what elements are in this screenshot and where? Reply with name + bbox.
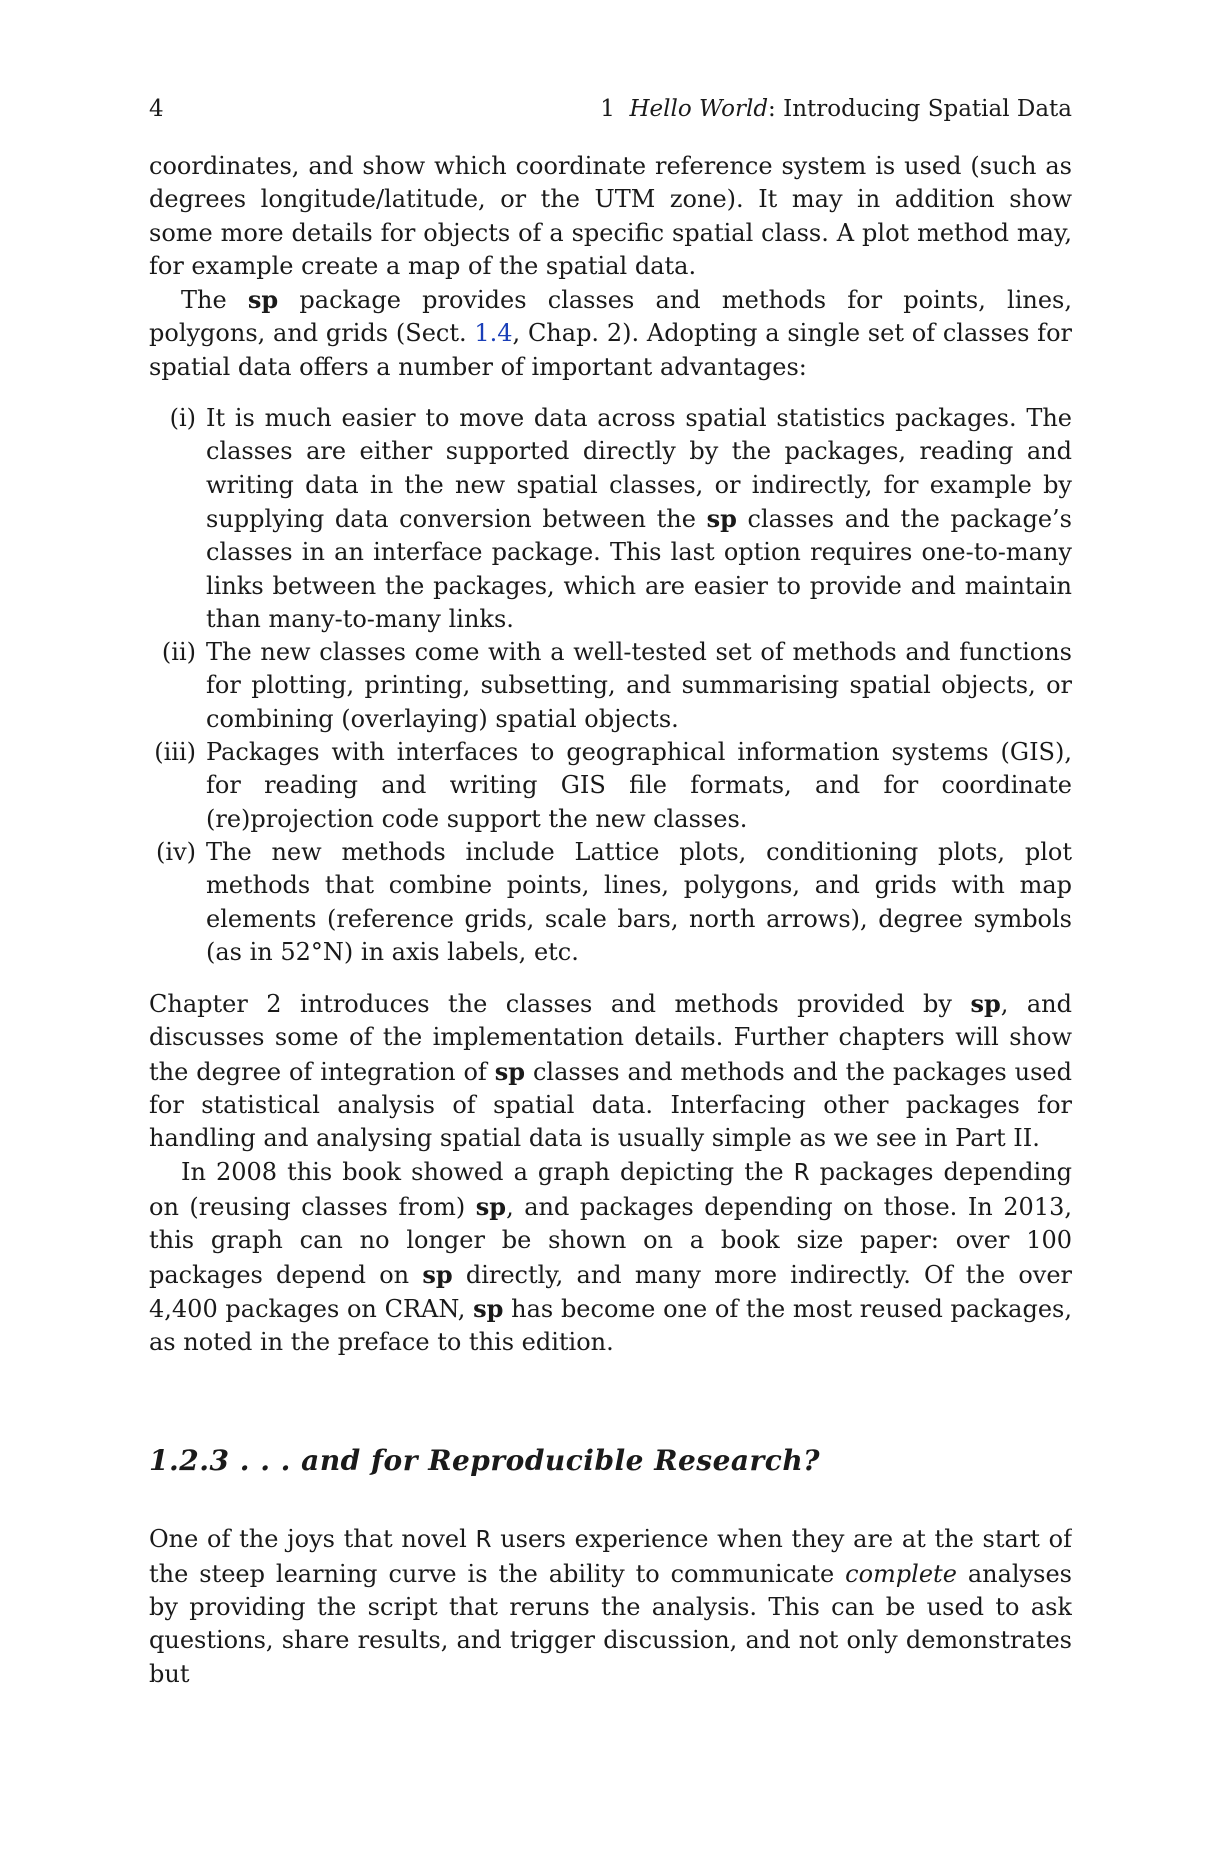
text-run: analyses by providing the script that reruns the analysis. This can be used to ask questions, share results, and trigger discussion, and not only demonstrates but (149, 1559, 1072, 1688)
item-label: (i) (169, 404, 196, 433)
text-run: The (181, 286, 248, 315)
chapter-number: 1 (600, 96, 615, 122)
sp-package-name: sp (970, 989, 1001, 1019)
body-text (149, 150, 1072, 1691)
text-run: Chapter 2 introduces the classes and methods provided by (149, 990, 971, 1019)
list-item (149, 736, 1072, 836)
text-run: classes and the package’s classes in an interface package. This last option requires one-to-many links between the packages, which are easier to provide and maintain than many-to-many links. (206, 504, 1072, 633)
text-run: , Chap. 2). Adopting a single set of classes for spatial data offers a number of important advantages: (149, 319, 1072, 381)
paragraph-3 (149, 987, 1072, 1155)
text-run: has become one of the most reused packages, as noted in the preface to this edition. (149, 1294, 1072, 1357)
paragraph-5 (149, 1523, 1072, 1690)
advantages-list (149, 402, 1072, 969)
text-run: One of the joys that novel (149, 1525, 476, 1554)
text-run: users experience when they are at the start of the steep learning curve is the ability to communicate (149, 1525, 1072, 1588)
r-language-name: R (793, 1159, 810, 1186)
text-run: , and discusses some of the implementation details. Further chapters will show the degree of integration of (149, 990, 1072, 1086)
chapter-title-italic: Hello World (629, 96, 769, 122)
page-number: 4 (149, 96, 164, 122)
sp-package-name: sp (706, 503, 737, 533)
paragraph-2 (149, 283, 1072, 384)
item-label: (ii) (161, 638, 196, 667)
text-run: It is much easier to move data across spatial statistics packages. The classes are either supported directly by the packages, reading and writing data in the new spatial classes, or indirectly, for example by supplying data conversion between the (206, 404, 1072, 533)
chapter-running-title (600, 92, 1072, 126)
sp-package-name: sp (422, 1259, 453, 1289)
text-run: directly, and many more indirectly. Of the over 4,400 packages on CRAN, (149, 1260, 1072, 1323)
chapter-title-rest: : Introducing Spatial Data (768, 96, 1072, 122)
r-language-name: R (475, 1527, 492, 1554)
item-text: The new methods include Lattice plots, conditioning plots, plot methods that combine points, lines, polygons, and grids with map elements (reference grids, scale bars, north arrows), degree symbols (as in 52°N) in axis labels, etc. (206, 837, 1072, 966)
paragraph-4 (149, 1156, 1072, 1360)
running-head (149, 92, 1072, 126)
text-run: classes and methods and the packages used for statistical analysis of spatial data. Interfacing other packages for handling and analysing spatial data is usually simple as we see in Part II. (149, 1057, 1072, 1153)
item-text (206, 402, 1072, 636)
item-label: (iii) (154, 738, 196, 767)
sp-package-name: sp (475, 1191, 507, 1221)
item-text: The new classes come with a well-tested set of methods and functions for plotting, printing, subsetting, and summarising spatial objects, or combining (overlaying) spatial objects. (206, 638, 1072, 733)
section-link[interactable]: 1.4 (474, 319, 513, 348)
section-heading: 1.2.3 . . . and for Reproducible Research? (149, 1444, 821, 1478)
sp-package-name: sp (494, 1056, 526, 1086)
text-run: package provides classes and methods for points, lines, polygons, and grids (Sect. (149, 286, 1072, 348)
list-item (149, 636, 1072, 736)
paragraph-1: coordinates, and show which coordinate reference system is used (such as degrees longitude/latitude, or the UTM zone). It may in addition show some more details for objects of a specific spatial class. A plot method may, for example create a map of the spatial data. (149, 152, 1072, 280)
sp-package-name: sp (247, 285, 279, 315)
text-run: In 2008 this book showed a graph depicting the (181, 1157, 794, 1186)
item-label: (iv) (156, 837, 196, 866)
text-run: , and packages depending on those. In 2013, this graph can no longer be shown on a book size paper: over 100 packages depend on (149, 1192, 1072, 1289)
text-run: packages depending on (reusing classes from) (149, 1157, 1072, 1221)
book-page (149, 92, 1072, 1812)
list-item (149, 402, 1072, 636)
item-text: Packages with interfaces to geographical information systems (GIS), for reading and writing GIS file formats, and for coordinate (re)projection code support the new classes. (206, 738, 1072, 833)
sp-package-name: sp (473, 1293, 504, 1323)
emphasis: complete (845, 1559, 957, 1588)
list-item (149, 836, 1072, 969)
